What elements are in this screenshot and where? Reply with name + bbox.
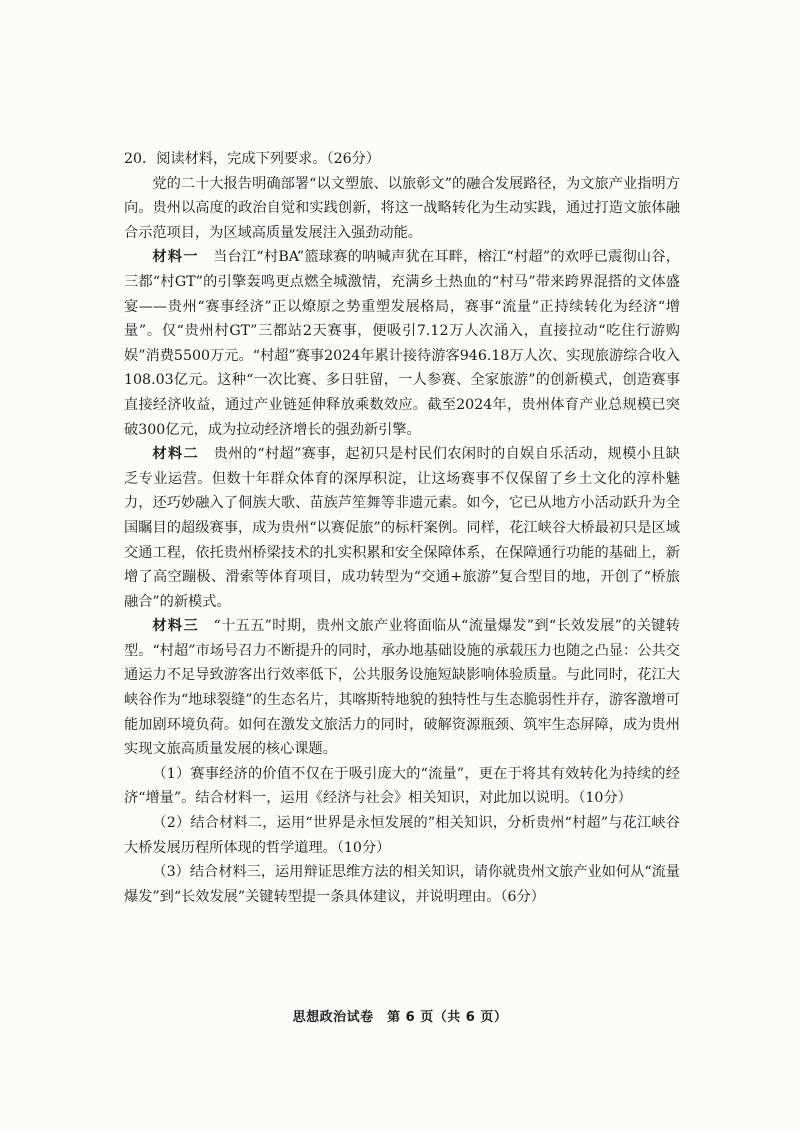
sub-question-1: （1）赛事经济的价值不仅在于吸引庞大的“流量”，更在于将其有效转化为持续的经济“增量”。结合材料一，运用《经济与社会》相关知识，对此加以说明。（10分） bbox=[124, 765, 680, 807]
material-one-text: 当台江“村BA”篮球赛的呐喊声犹在耳畔，榕江“村超”的欢呼已震彻山谷，三都“村GT”的引擎轰鸣更点燃全城激情，充满乡土热血的“村马”带来跨界混搭的文体盛宴——贵州“赛事经济”正以燎原之势重塑发展格局，赛事“流量”正持续转化为经济“增量”。仅“贵州村GT”三都站2天赛事，便吸引7.12万人次涌入，直接拉动“吃住行游购娱”消费5500万元。“村超”赛事2024年累计接待游客946.18万人次、实现旅游综合收入108.03亿元。这种“一次比赛、多日驻留，一人参赛、全家旅游”的创新模式，创造赛事直接经济收益，通过产业链延伸释放乘数效应。截至2024年，贵州体育产业总规模已突破300亿元，成为拉动经济增长的强劲新引擎。 bbox=[124, 249, 680, 438]
question-intro: 党的二十大报告明确部署“以文塑旅、以旅彰文”的融合发展路径，为文旅产业指明方向。贵州以高度的政治自觉和实践创新，将这一战略转化为生动实践，通过打造文旅体融合示范项目，为区域高质量发展注入强劲动能。 bbox=[124, 175, 680, 241]
sub-question-2: （2）结合材料二，运用“世界是永恒发展的”相关知识，分析贵州“村超”与花江峡谷大桥发展历程所体现的哲学道理。（10分） bbox=[124, 815, 680, 856]
material-two bbox=[124, 442, 680, 614]
material-three-text: “十五五”时期，贵州文旅产业将面临从“流量爆发”到“长效发展”的关键转型。“村超”市场号召力不断提升的同时，承办地基础设施的承载压力也随之凸显：公共交通运力不足导致游客出行效率低下，公共服务设施短缺影响体验质量。与此同时，花江大峡谷作为“地球裂缝”的生态名片，其喀斯特地貌的独特性与生态脆弱性并存，游客激增可能加剧环境负荷。如何在激发文旅活力的同时，破解资源瓶颈、筑牢生态屏障，成为贵州实现文旅高质量发展的核心课题。 bbox=[124, 618, 680, 758]
page-footer: 思想政治试卷 第 6 页（共 6 页） bbox=[292, 1010, 508, 1025]
material-two-text: 贵州的“村超”赛事，起初只是村民们农闲时的自娱自乐活动，规模小且缺乏专业运营。但数十年群众体育的深厚积淀，让这场赛事不仅保留了乡土文化的淳朴魅力，还巧妙融入了侗族大歌、苗族芦笙舞等非遗元素。如今，它已从地方小活动跃升为全国瞩目的超级赛事，成为贵州“以赛促旅”的标杆案例。同样，花江峡谷大桥最初只是区域交通工程，依托贵州桥梁技术的扎实积累和安全保障体系，在保障通行功能的基础上，新增了高空蹦极、滑索等体育项目，成功转型为“交通+旅游”复合型目的地，开创了“桥旅融合”的新模式。 bbox=[124, 446, 680, 610]
material-two-label: 材料二 bbox=[152, 446, 200, 463]
question-header: 20．阅读材料，完成下列要求。（26分） bbox=[124, 151, 381, 167]
question-body bbox=[124, 147, 680, 909]
sub-question-3: （3）结合材料三，运用辩证思维方法的相关知识，请你就贵州文旅产业如何从“流量爆发”到“长效发展”关键转型提一条具体建议，并说明理由。（6分） bbox=[124, 864, 680, 905]
material-three-label: 材料三 bbox=[152, 618, 199, 635]
material-one bbox=[124, 245, 680, 442]
material-one-label: 材料一 bbox=[152, 249, 199, 266]
material-three bbox=[124, 614, 680, 762]
